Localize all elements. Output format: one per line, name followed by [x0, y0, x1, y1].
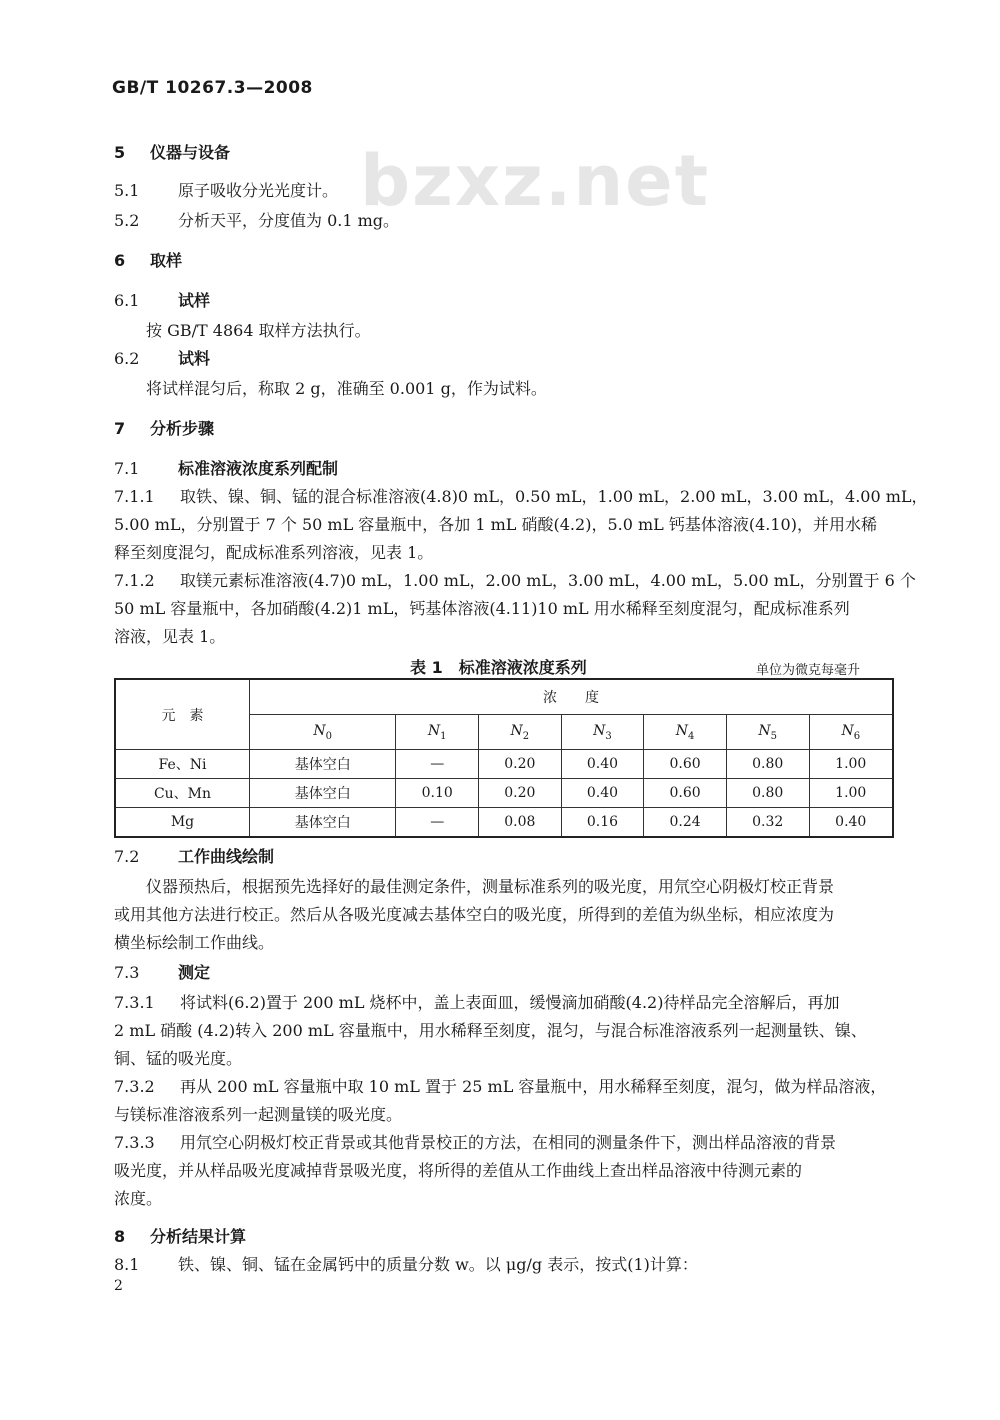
- column-header-n1: $N_1$: [396, 715, 479, 750]
- clause-text: 再从 200 mL 容量瓶中取 10 mL 置于 25 mL 容量瓶中，用水稀释至刻度，混匀，做为样品溶液，: [180, 1077, 887, 1096]
- clause-number: 6.2: [114, 349, 140, 368]
- clause-number: 7.1.1: [114, 487, 155, 506]
- table-cell: 0.40: [809, 807, 893, 837]
- clause-number: 7.3.1: [114, 993, 155, 1012]
- clause-title: 标准溶液浓度系列配制: [178, 459, 339, 478]
- column-header-n4: $N_4$: [644, 715, 727, 750]
- column-header-n0: $N_0$: [250, 715, 396, 750]
- table-cell: 0.16: [561, 807, 644, 837]
- clause-title: 工作曲线绘制: [178, 847, 275, 866]
- clause-6-1-text: 按 GB/T 4864 取样方法执行。: [146, 321, 371, 340]
- column-header-n3: $N_3$: [561, 715, 644, 750]
- section-5-heading: [114, 142, 894, 164]
- section-number: 6: [114, 251, 126, 270]
- clause-6-2-heading: [114, 348, 894, 370]
- table-cell: —: [396, 750, 479, 779]
- table-cell: —: [396, 807, 479, 837]
- table-cell: 0.24: [644, 807, 727, 837]
- clause-number: 7.3.3: [114, 1133, 155, 1152]
- section-title: 分析结果计算: [150, 1227, 247, 1246]
- table-row: [115, 778, 893, 807]
- table-caption: 表 1 标准溶液浓度系列: [410, 658, 587, 677]
- clause-7-1-2-line-1: [114, 570, 916, 592]
- watermark: bzxz.net: [360, 140, 711, 222]
- table-cell: 基体空白: [250, 778, 396, 807]
- clause-7-2-line-3: 横坐标绘制工作曲线。: [114, 933, 275, 952]
- clause-text: 用氘空心阴极灯校正背景或其他背景校正的方法，在相同的测量条件下，测出样品溶液的背景: [180, 1133, 837, 1152]
- clause-7-1-2-line-3: 溶液，见表 1。: [114, 627, 226, 646]
- clause-6-1-heading: [114, 290, 894, 312]
- section-number: 5: [114, 143, 126, 162]
- section-title: 取样: [150, 251, 183, 270]
- clause-number: 5.2: [114, 211, 140, 230]
- table-row: [115, 750, 893, 779]
- clause-number: 7.2: [114, 847, 140, 866]
- clause-7-3-1-line-3: 铜、锰的吸光度。: [114, 1049, 243, 1068]
- clause-title: 试样: [178, 291, 211, 310]
- clause-7-3-heading: [114, 962, 894, 984]
- column-header-n2: $N_2$: [479, 715, 562, 750]
- section-number: 8: [114, 1227, 126, 1246]
- clause-7-1-1-line-1: [114, 486, 928, 508]
- section-title: 仪器与设备: [150, 143, 231, 162]
- clause-7-1-1-line-3: 释至刻度混匀，配成标准系列溶液，见表 1。: [114, 543, 434, 562]
- row-element: Fe、Ni: [115, 750, 250, 779]
- clause-7-1-heading: [114, 458, 894, 480]
- clause-text: 将试料(6.2)置于 200 mL 烧杯中，盖上表面皿，缓慢滴加硝酸(4.2)待样品完全溶解后，再加: [180, 993, 840, 1012]
- section-title: 分析步骤: [150, 419, 215, 438]
- clause-number: 7.1: [114, 459, 140, 478]
- clause-number: 7.3.2: [114, 1077, 155, 1096]
- table-cell: 0.40: [561, 750, 644, 779]
- clause-title: 测定: [178, 963, 211, 982]
- column-header-element: 元 素: [115, 679, 250, 750]
- clause-5-1: [114, 180, 894, 202]
- column-header-n6: $N_6$: [809, 715, 893, 750]
- clause-7-3-3-line-1: [114, 1132, 894, 1154]
- page-number: 2: [114, 1278, 123, 1294]
- table-cell: 0.80: [726, 778, 809, 807]
- clause-7-2-line-2: 或用其他方法进行校正。然后从各吸光度减去基体空白的吸光度，所得到的差值为纵坐标，相应浓度为: [114, 905, 835, 924]
- clause-7-1-2-line-2: 50 mL 容量瓶中，各加硝酸(4.2)1 mL，钙基体溶液(4.11)10 mL 用水稀释至刻度混匀，配成标准系列: [114, 599, 850, 618]
- clause-7-3-1-line-1: [114, 992, 894, 1014]
- table-cell: 0.80: [726, 750, 809, 779]
- clause-text: 原子吸收分光光度计。: [178, 181, 339, 200]
- clause-text: 取铁、镍、铜、锰的混合标准溶液(4.8)0 mL，0.50 mL，1.00 mL，2.00 mL，3.00 mL，4.00 mL，: [180, 487, 928, 506]
- clause-7-3-3-line-3: 浓度。: [114, 1189, 163, 1208]
- clause-7-3-2-line-1: [114, 1076, 894, 1098]
- clause-7-2-heading: [114, 846, 894, 868]
- clause-7-2-line-1: 仪器预热后，根据预先选择好的最佳测定条件，测量标准系列的吸光度，用氘空心阴极灯校正背景: [146, 877, 835, 896]
- table-cell: 0.20: [479, 778, 562, 807]
- clause-text: 分析天平，分度值为 0.1 mg。: [178, 211, 400, 230]
- table-cell: 0.60: [644, 750, 727, 779]
- table-cell: 0.08: [479, 807, 562, 837]
- table-header-row: [115, 679, 893, 715]
- clause-7-1-1-line-2: 5.00 mL，分别置于 7 个 50 mL 容量瓶中，各加 1 mL 硝酸(4.2)，5.0 mL 钙基体溶液(4.10)，并用水稀: [114, 515, 877, 534]
- column-header-concentration: 浓 度: [250, 679, 894, 715]
- clause-text: 取镁元素标准溶液(4.7)0 mL，1.00 mL，2.00 mL，3.00 mL，4.00 mL，5.00 mL，分别置于 6 个: [180, 571, 916, 590]
- section-7-heading: [114, 418, 894, 440]
- table-cell: 基体空白: [250, 750, 396, 779]
- table-row: [115, 807, 893, 837]
- clause-number: 8.1: [114, 1255, 140, 1274]
- table-cell: 1.00: [809, 750, 893, 779]
- table-cell: 0.10: [396, 778, 479, 807]
- clause-7-3-1-line-2: 2 mL 硝酸 (4.2)转入 200 mL 容量瓶中，用水稀释至刻度，混匀，与混合标准溶液系列一起测量铁、镍、: [114, 1021, 867, 1040]
- row-element: Cu、Mn: [115, 778, 250, 807]
- section-6-heading: [114, 250, 894, 272]
- table-cell: 0.40: [561, 778, 644, 807]
- section-number: 7: [114, 419, 126, 438]
- clause-6-2-text: 将试样混匀后，称取 2 g，准确至 0.001 g，作为试料。: [146, 379, 547, 398]
- clause-7-3-3-line-2: 吸光度，并从样品吸光度减掉背景吸光度，将所得的差值从工作曲线上查出样品溶液中待测元素的: [114, 1161, 803, 1180]
- row-element: Mg: [115, 807, 250, 837]
- clause-7-3-2-line-2: 与镁标准溶液系列一起测量镁的吸光度。: [114, 1105, 403, 1124]
- table-cell: 1.00: [809, 778, 893, 807]
- concentration-table: [114, 678, 894, 838]
- clause-5-2: [114, 210, 894, 232]
- clause-number: 7.3: [114, 963, 140, 982]
- clause-number: 6.1: [114, 291, 140, 310]
- clause-title: 试料: [178, 349, 211, 368]
- clause-number: 7.1.2: [114, 571, 155, 590]
- clause-text: 铁、镍、铜、锰在金属钙中的质量分数 w。以 μg/g 表示，按式(1)计算：: [178, 1255, 698, 1274]
- standard-code: GB/T 10267.3—2008: [112, 78, 313, 98]
- clause-8-1: [114, 1254, 894, 1276]
- table-cell: 0.32: [726, 807, 809, 837]
- table-cell: 基体空白: [250, 807, 396, 837]
- column-header-n5: $N_5$: [726, 715, 809, 750]
- clause-number: 5.1: [114, 181, 140, 200]
- table-cell: 0.20: [479, 750, 562, 779]
- table-unit-note: 单位为微克每毫升: [756, 663, 861, 678]
- table-cell: 0.60: [644, 778, 727, 807]
- section-8-heading: [114, 1226, 894, 1248]
